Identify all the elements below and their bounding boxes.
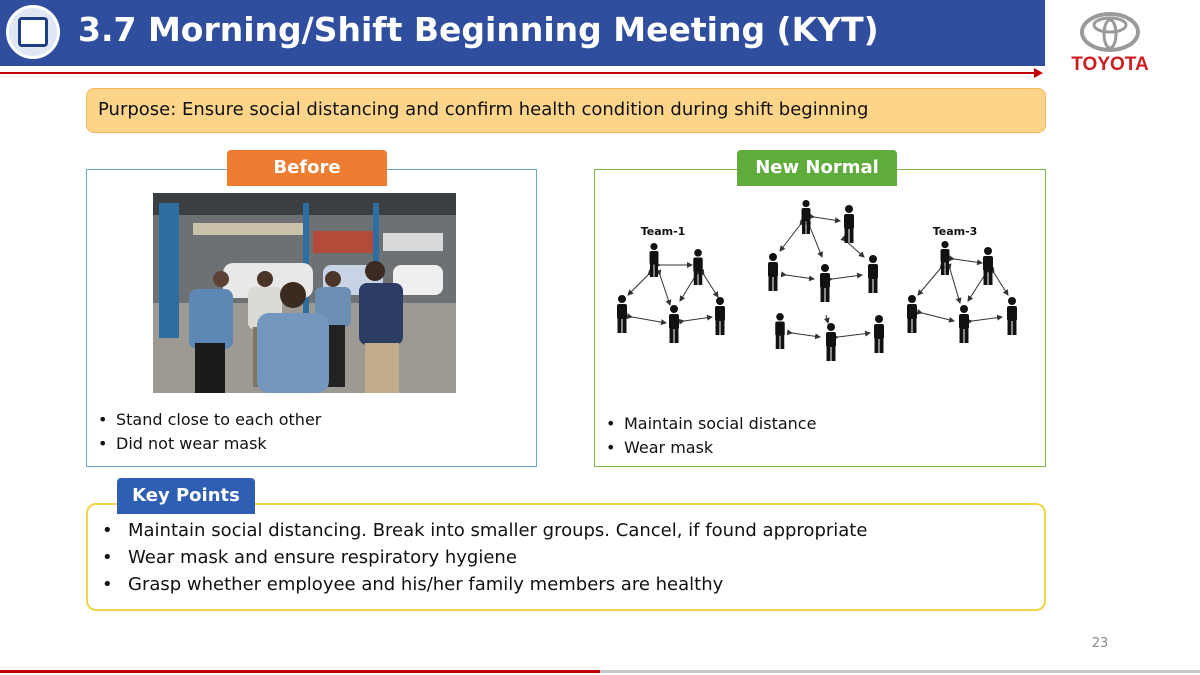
- list-item: • Stand close to each other: [88, 408, 321, 432]
- list-item: • Grasp whether employee and his/her family members are healthy: [88, 571, 867, 598]
- arrow-head-icon: [1034, 68, 1043, 78]
- toyota-wordmark: TOYOTA: [1071, 54, 1149, 75]
- list-item: • Wear mask and ensure respiratory hygiene: [88, 544, 867, 571]
- toyota-emblem-icon: [1060, 10, 1160, 54]
- list-item: • Maintain social distance: [596, 412, 816, 436]
- new-normal-bullets: [596, 412, 816, 460]
- key-points-tab: Key Points: [117, 478, 255, 514]
- team-2-people: [768, 200, 884, 361]
- team-1-people: [617, 243, 725, 343]
- before-photo: [153, 193, 456, 393]
- title-bar: [0, 0, 1045, 66]
- page-number: 23: [1091, 636, 1109, 651]
- team-3-people: [907, 241, 1017, 343]
- window-logo-icon: [6, 5, 60, 59]
- toyota-logo: [1060, 10, 1160, 76]
- before-bullets: [88, 408, 321, 456]
- list-item: • Wear mask: [596, 436, 816, 460]
- list-item: • Maintain social distancing. Break into smaller groups. Cancel, if found appropriate: [88, 517, 867, 544]
- key-points-bullets: [88, 517, 867, 598]
- slide-title: 3.7 Morning/Shift Beginning Meeting (KYT): [78, 10, 879, 49]
- footer-rule-grey: [600, 670, 1200, 673]
- team-3-label: Team-3: [932, 225, 978, 238]
- purpose-banner: Purpose: Ensure social distancing and confirm health condition during shift beginning: [86, 88, 1046, 133]
- title-underline: [0, 72, 1036, 74]
- footer-rule-red: [0, 670, 600, 673]
- new-normal-tab: New Normal: [737, 150, 897, 186]
- list-item: • Did not wear mask: [88, 432, 321, 456]
- team-1-label: Team-1: [640, 225, 686, 238]
- social-distance-diagram: [600, 195, 1040, 370]
- before-tab: Before: [227, 150, 387, 186]
